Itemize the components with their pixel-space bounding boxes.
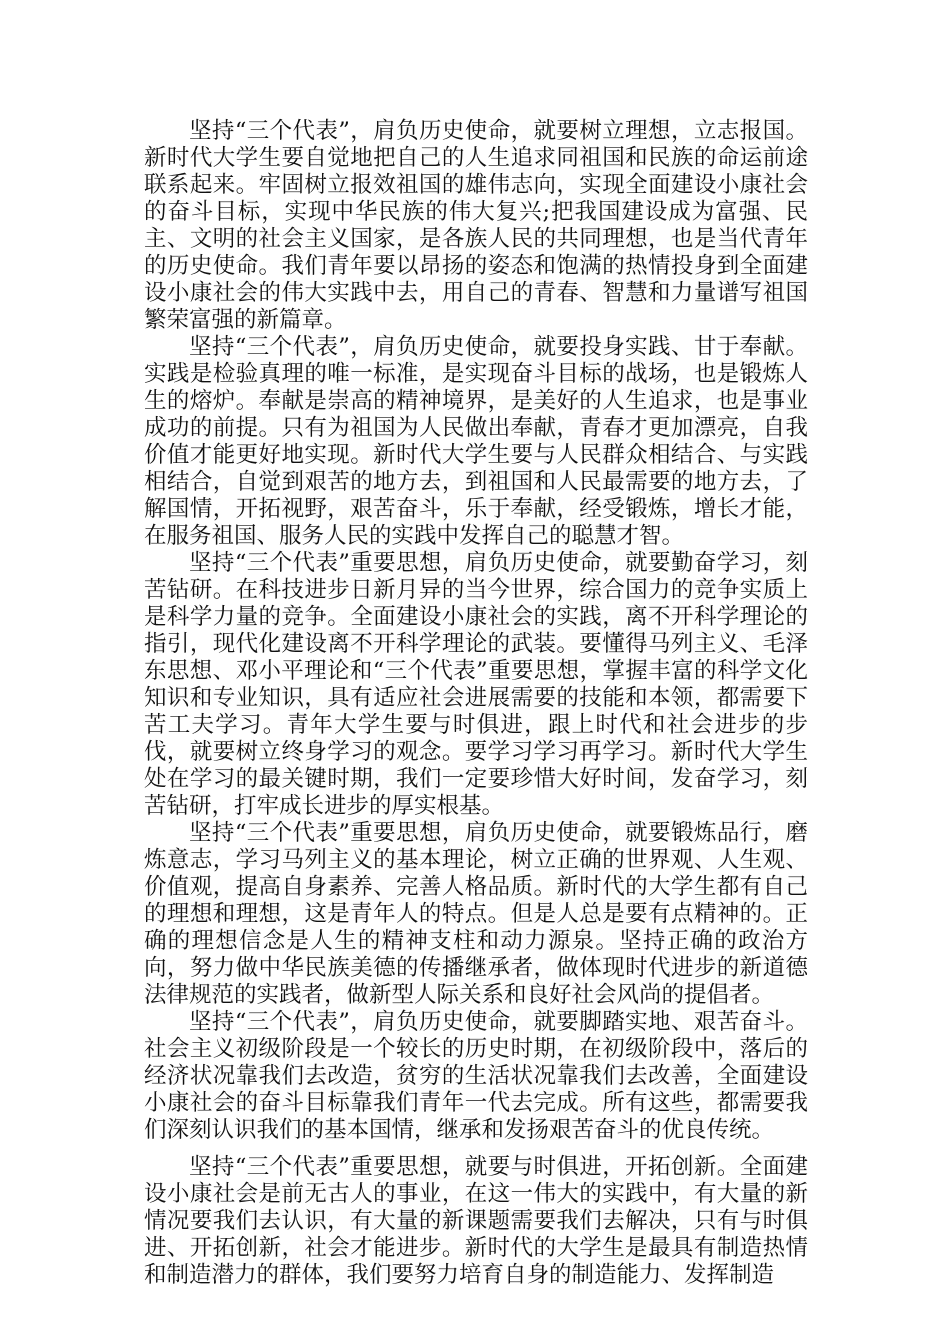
paragraph-ideals: 坚持“三个代表”，肩负历史使命，就要树立理想，立志报国。新时代大学生要自觉地把自己的人生追求同祖国和民族的命运前途联系起来。牢固树立报效祖国的雄伟志向，实现全面建设小康社会的奋斗目标，实现中华民族的伟大复兴;把我国建设成为富强、民主、文明的社会主义国家，是各族人民的共同理想，也是当代青年的历史使命。我们青年要以昂扬的姿态和饱满的热情投身到全面建设小康社会的伟大实践中去，用自己的青春、智慧和力量谱写祖国繁荣富强的新篇章。 [144, 118, 808, 333]
paragraph-innovation: 坚持“三个代表”重要思想，就要与时俱进，开拓创新。全面建设小康社会是前无古人的事业，在这一伟大的实践中，有大量的新情况要我们去认识，有大量的新课题需要我们去解决，只有与时俱进、开拓创新，社会才能进步。新时代的大学生是最具有制造热情和制造潜力的群体，我们要努力培育自身的制造能力、发挥制造 [144, 1154, 808, 1288]
paragraph-study: 坚持“三个代表”重要思想，肩负历史使命，就要勤奋学习，刻苦钻研。在科技进步日新月异的当今世界，综合国力的竞争实质上是科学力量的竞争。全面建设小康社会的实践，离不开科学理论的指引，现代化建设离不开科学理论的武装。要懂得马列主义、毛泽东思想、邓小平理论和“三个代表”重要思想，掌握丰富的科学文化知识和专业知识，具有适应社会进展需要的技能和本领，都需要下苦工夫学习。青年大学生要与时俱进，跟上时代和社会进步的步伐，就要树立终身学习的观念。要学习学习再学习。新时代大学生处在学习的最关键时期，我们一定要珍惜大好时间，发奋学习，刻苦钻研，打牢成长进步的厚实根基。 [144, 550, 808, 819]
document-body [144, 118, 808, 1289]
paragraph-practice: 坚持“三个代表”，肩负历史使命，就要投身实践、甘于奉献。实践是检验真理的唯一标准，是实现奋斗目标的战场，也是锻炼人生的熔炉。奉献是崇高的精神境界，是美好的人生追求，也是事业成功的前提。只有为祖国为人民做出奉献，青春才更加漂亮，自我价值才能更好地实现。新时代大学生要与人民群众相结合、与实践相结合，自觉到艰苦的地方去，到祖国和人民最需要的地方去，了解国情，开拓视野，艰苦奋斗，乐于奉献，经受锻炼，增长才能，在服务祖国、服务人民的实践中发挥自己的聪慧才智。 [144, 334, 808, 549]
paragraph-hard-work: 坚持“三个代表”，肩负历史使命，就要脚踏实地、艰苦奋斗。社会主义初级阶段是一个较长的历史时期，在初级阶段中，落后的 经济状况靠我们去改造，贫穷的生活状况靠我们去改善，全面建设小康社会的奋斗目标靠我们青年一代去完成。所有这些，都需要我们深刻认识我们的基本国情，继承和发扬艰苦奋斗的优良传统。 [144, 1009, 808, 1143]
paragraph-character: 坚持“三个代表”重要思想，肩负历史使命，就要锻炼品行，磨炼意志，学习马列主义的基本理论，树立正确的世界观、人生观、价值观，提高自身素养、完善人格品质。新时代的大学生都有自己的理想和理想，这是青年人的特点。但是人总是要有点精神的。正确的理想信念是人生的精神支柱和动力源泉。坚持正确的政治方向，努力做中华民族美德的传播继承者，做体现时代进步的新道德法律规范的实践者，做新型人际关系和良好社会风尚的提倡者。 [144, 820, 808, 1008]
